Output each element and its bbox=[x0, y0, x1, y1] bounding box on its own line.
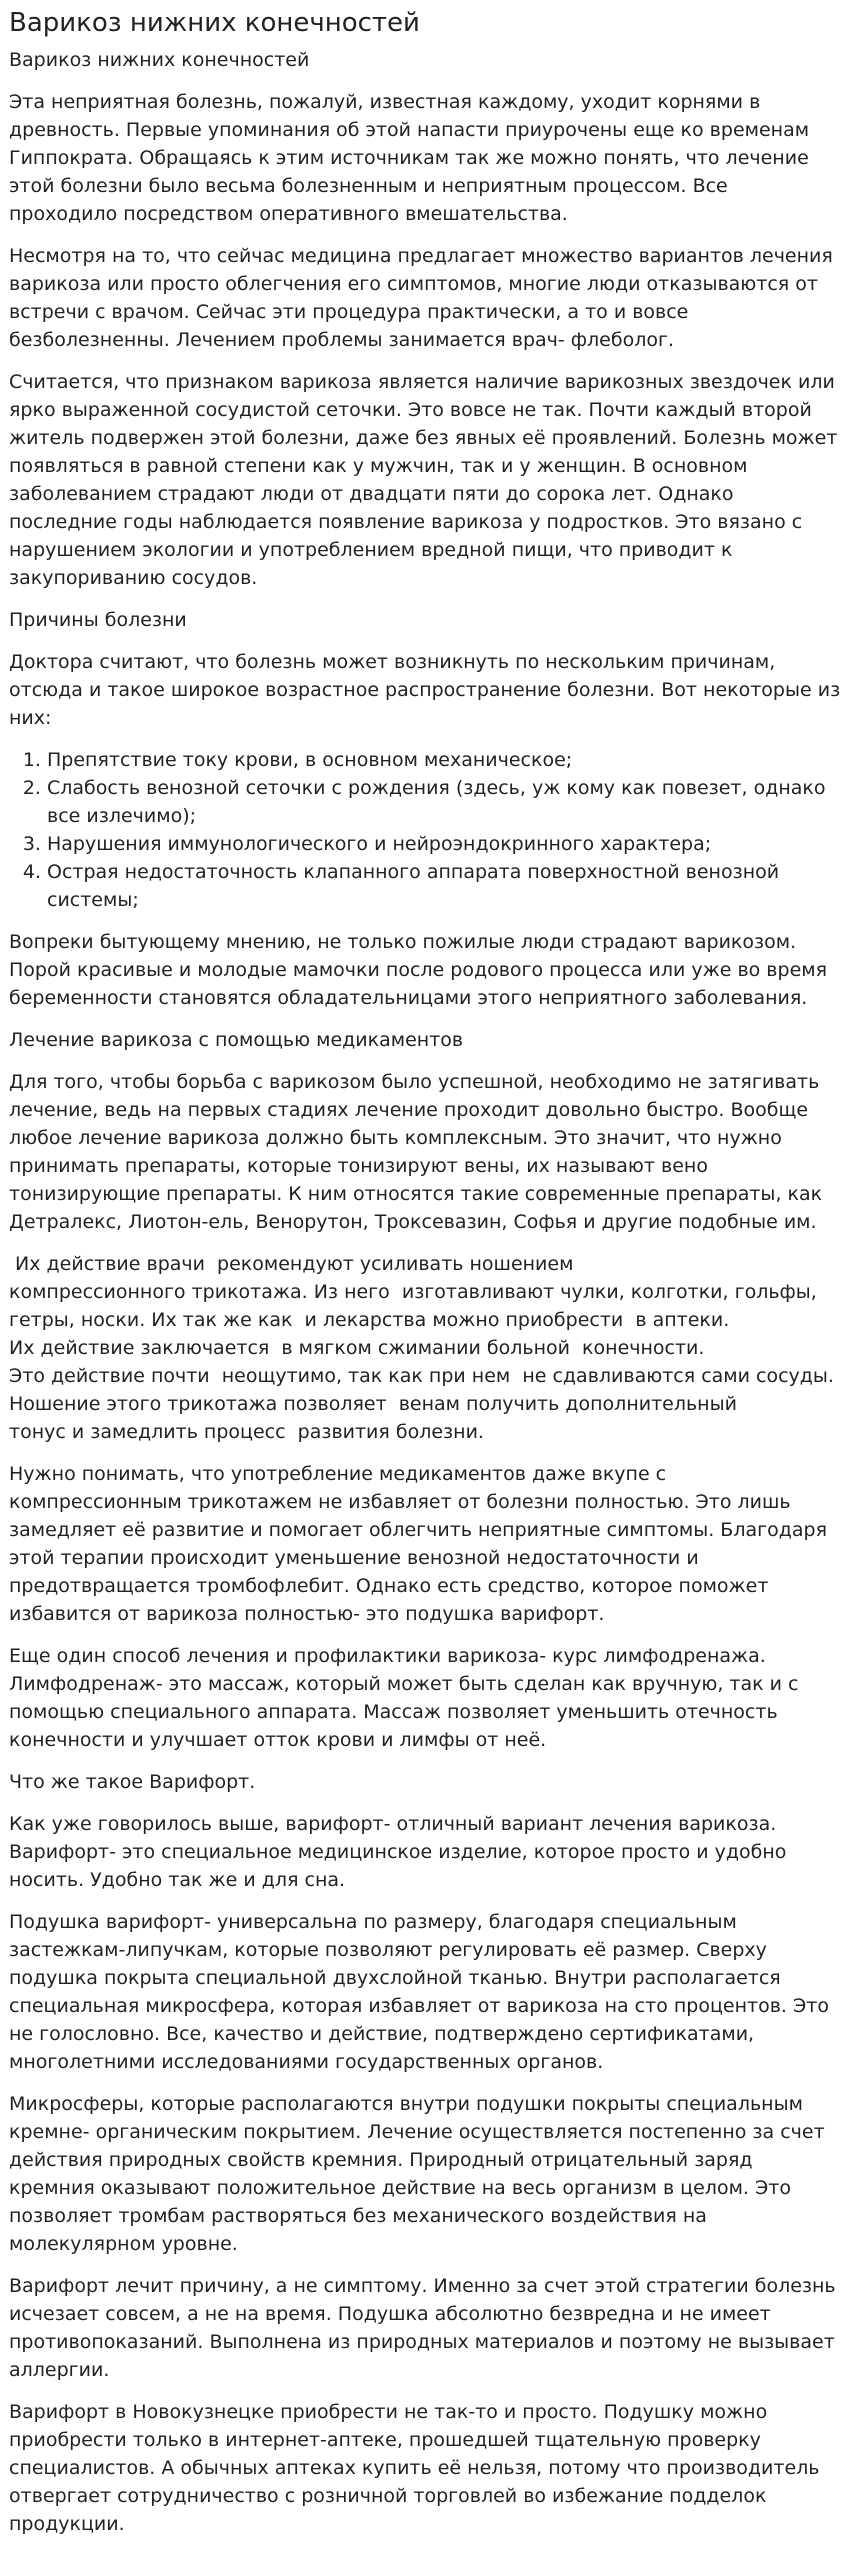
list-item: 2. Слабость венозной сеточки с рождения (здесь, уж кому как повезет, однако все излечимо); bbox=[47, 774, 841, 830]
page-title: Варикоз нижних конечностей bbox=[9, 8, 420, 38]
compression-line: Их действие заключается в мягком сжимании больной конечности. bbox=[9, 1337, 705, 1359]
article-subtitle: Варикоз нижних конечностей bbox=[9, 49, 310, 71]
causes-heading: Причины болезни bbox=[9, 609, 187, 631]
compression-line: Ношение этого трикотажа позволяет венам получить дополнительный bbox=[9, 1393, 737, 1415]
variforte-paragraph-4: Варифорт лечит причину, а не симптому. Именно за счет этой стратегии болезнь исчезает совсем, а не на время. Подушка абсолютно безвредна и не имеет противопоказаний. Выполнена из природных материалов и поэтому не вызывает аллергии. bbox=[9, 2275, 836, 2381]
list-item: 1. Препятствие току крови, в основном механическое; bbox=[47, 746, 841, 774]
compression-line: Их действие врачи рекомендуют усиливать ношением bbox=[9, 1253, 574, 1275]
causes-lead: Доктора считают, что болезнь может возникнуть по нескольким причинам, отсюда и такое широкое возрастное распространение болезни. Вот некоторые из них: bbox=[9, 651, 841, 729]
list-item: 3. Нарушения иммунологического и нейроэндокринного характера; bbox=[47, 830, 841, 858]
variforte-heading: Что же такое Варифорт. bbox=[9, 1771, 256, 1793]
causes-after: Вопреки бытующему мнению, не только пожилые люди страдают варикозом. Порой красивые и молодые мамочки после родового процесса или уже во время беременности становятся обладательницами этого неприятного заболевания. bbox=[9, 931, 828, 1009]
treatment-paragraph-3: Еще один способ лечения и профилактики варикоза- курс лимфодренажа. Лимфодренаж- это массаж, который может быть сделан как вручную, так и с помощью специального аппарата. Массаж позволяет уменьшить отечность конечности и улучшает отток крови и лимфы от неё. bbox=[9, 1645, 799, 1751]
treatment-paragraph-2: Нужно понимать, что употребление медикаментов даже вкупе с компрессионным трикотажем не избавляет от болезни полностью. Это лишь замедляет её развитие и помогает облегчить неприятные симптомы. Благодаря этой терапии происходит уменьшение венозной недостаточности и предотвращается тромбофлебит. Однако есть средство, которое поможет избавится от варикоза полностью- это подушка варифорт. bbox=[9, 1463, 827, 1625]
compression-line: компрессионного трикотажа. Из него изготавливают чулки, колготки, гольфы, bbox=[9, 1281, 817, 1303]
compression-line: тонус и замедлить процесс развития болезни. bbox=[9, 1421, 484, 1443]
compression-line: гетры, носки. Их так же как и лекарства можно приобрести в аптеки. bbox=[9, 1309, 730, 1331]
intro-paragraph-3: Считается, что признаком варикоза является наличие варикозных звездочек или ярко выраженной сосудистой сеточки. Это вовсе не так. Почти каждый второй житель подвержен этой болезни, даже без явных её проявлений. Болезнь может появляться в равной степени как у мужчин, так и у женщин. В основном заболеванием страдают люди от двадцати пяти до сорока лет. Однако последние годы наблюдается появление варикоза у подростков. Это вязано с нарушением экологии и употреблением вредной пищи, что приводит к закупориванию сосудов. bbox=[9, 371, 838, 589]
causes-list bbox=[9, 746, 841, 914]
variforte-paragraph-2: Подушка варифорт- универсальна по размеру, благодаря специальным застежкам-липучкам, которые позволяют регулировать её размер. Сверху подушка покрыта специальной двухслойной тканью. Внутри располагается специальная микросфера, которая избавляет от варикоза на сто процентов. Это не голословно. Все, качество и действие, подтверждено сертификатами, многолетними исследованиями государственных органов. bbox=[9, 1911, 829, 2073]
intro-paragraph-2: Несмотря на то, что сейчас медицина предлагает множество вариантов лечения варикоза или просто облегчения его симптомов, многие люди отказываются от встречи с врачом. Сейчас эти процедура практически, а то и вовсе безболезненны. Лечением проблемы занимается врач- флеболог. bbox=[9, 245, 833, 351]
variforte-paragraph-1: Как уже говорилось выше, варифорт- отличный вариант лечения варикоза. Варифорт- это специальное медицинское изделие, которое просто и удобно носить. Удобно так же и для сна. bbox=[9, 1813, 787, 1891]
list-item: 4. Острая недостаточность клапанного аппарата поверхностной венозной системы; bbox=[47, 858, 841, 914]
treatment-heading: Лечение варикоза с помощью медикаментов bbox=[9, 1029, 464, 1051]
treatment-paragraph-1: Для того, чтобы борьба с варикозом было успешной, необходимо не затягивать лечение, ведь на первых стадиях лечение проходит довольно быстро. Вообще любое лечение варикоза должно быть комплексным. Это значит, что нужно принимать препараты, которые тонизируют вены, их называют вено тонизирующие препараты. К ним относятся такие современные препараты, как Детралекс, Лиотон-ель, Венорутон, Троксевазин, Софья и другие подобные им. bbox=[9, 1071, 823, 1233]
compression-paragraph bbox=[9, 1250, 841, 1446]
compression-line: Это действие почти неощутимо, так как при нем не сдавливаются сами сосуды. bbox=[9, 1365, 834, 1387]
intro-paragraph-1: Эта неприятная болезнь, пожалуй, известная каждому, уходит корнями в древность. Первые упоминания об этой напасти приурочены еще ко временам Гиппократа. Обращаясь к этим источникам так же можно понять, что лечение этой болезни было весьма болезненным и неприятным процессом. Все проходило посредством оперативного вмешательства. bbox=[9, 91, 810, 225]
variforte-paragraph-3: Микросферы, которые располагаются внутри подушки покрыты специальным кремне- органическим покрытием. Лечение осуществляется постепенно за счет действия природных свойств кремния. Природный отрицательный заряд кремния оказывают положительное действие на весь организм в целом. Это позволяет тромбам растворяться без механического воздействия на молекулярном уровне. bbox=[9, 2093, 825, 2255]
variforte-paragraph-5: Варифорт в Новокузнецке приобрести не так-то и просто. Подушку можно приобрести только в интернет-аптеке, прошедшей тщательную проверку специалистов. А обычных аптеках купить её нельзя, потому что производитель отвергает сотрудничество с розничной торговлей во избежание подделок продукции. bbox=[9, 2401, 820, 2535]
